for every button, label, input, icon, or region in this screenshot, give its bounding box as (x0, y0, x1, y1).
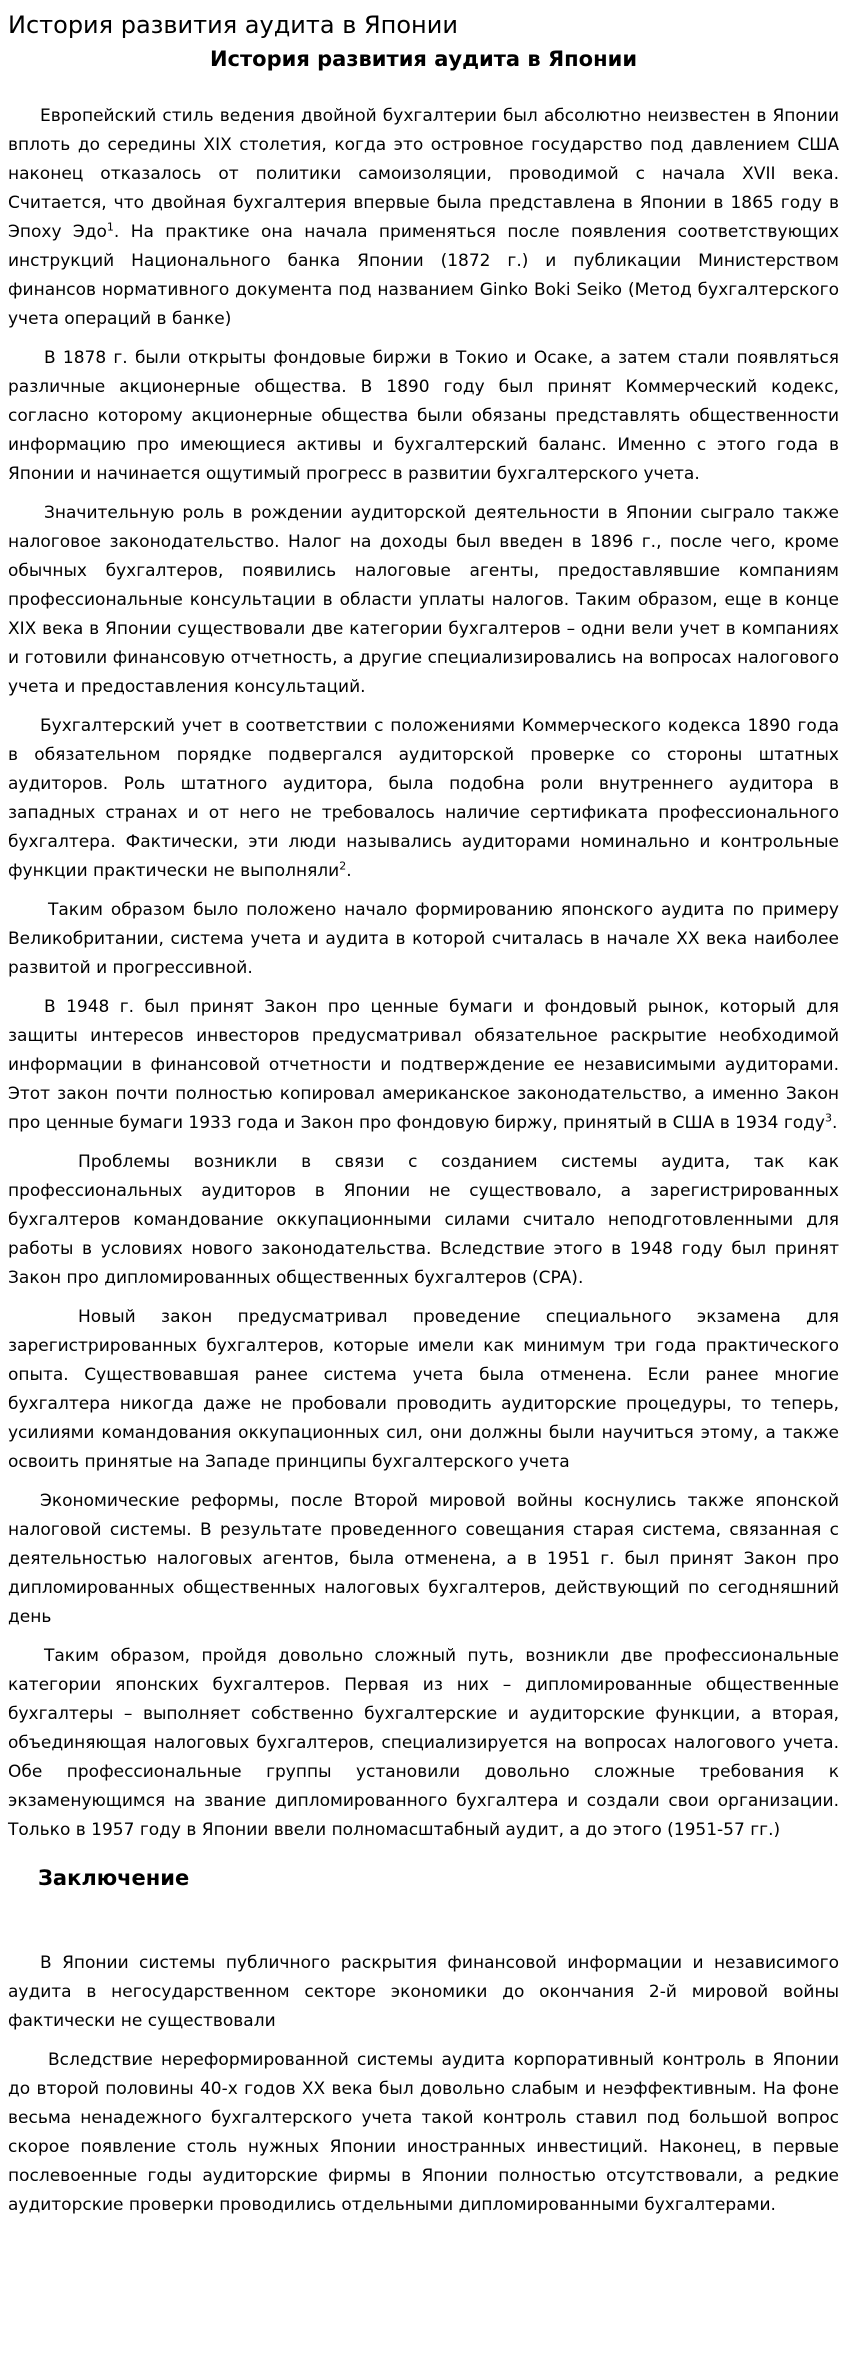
paragraph-9: Экономические реформы, после Второй мировой войны коснулись также японской налоговой системы. В результате проведенного совещания старая система, связанная с деятельностью налоговых агентов, была отменена, а в 1951 г. был принят Закон про дипломированных общественных налоговых бухгалтеров, действующий по сегодняшний день (8, 1491, 839, 1627)
paragraph-8: Новый закон предусматривал проведение специального экзамена для зарегистрированных бухгалтеров, которые имели как минимум три года практического опыта. Существовавшая ранее система учета была отменена. Если ранее многие бухгалтера никогда даже не пробовали проводить аудиторские процедуры, то теперь, усилиями командования оккупационных сил, они должны были научиться этому, а также освоить принятые на Западе принципы бухгалтерского учета (8, 1307, 839, 1472)
paragraph-7: Проблемы возникли в связи с созданием системы аудита, так как профессиональных аудиторов в Японии не существовало, а зарегистрированных бухгалтеров командование оккупационными силами считало неподготовленными для работы в условиях нового законодательства. Вследствие этого в 1948 году был принят Закон про дипломированных общественных бухгалтеров (CPA). (8, 1152, 839, 1288)
footnote-ref-2: 2 (339, 859, 347, 873)
footnote-ref-3: 3 (825, 1111, 832, 1125)
paragraph-6: В 1948 г. был принят Закон про ценные бумаги и фондовый рынок, который для защиты интересов инвесторов предусматривал обязательное раскрытие необходимой информации в финансовой отчетности и подтверждение ее независимыми аудиторами. Этот закон почти полностью копировал американское законодательство, а именно Закон про ценные бумаги 1933 года и Закон про фондовую биржу, принятый в США в 1934 году$^3$. (8, 997, 839, 1133)
paragraph-4: Бухгалтерский учет в соответствии с положениями Коммерческого кодекса 1890 года в обязательном порядке подвергался аудиторской проверке со стороны штатных аудиторов. Роль штатного аудитора, была подобна роли внутреннего аудитора в западных странах и от него не требовалось наличие сертификата профессионального бухгалтера. Фактически, эти люди назывались аудиторами номинально и контрольные функции практически не выполняли$^2$. (8, 716, 839, 881)
paragraph-1: Европейский стиль ведения двойной бухгалтерии был абсолютно неизвестен в Японии вплоть до середины XIX столетия, когда это островное государство под давлением США наконец отказалось от политики самоизоляции, проводимой с начала XVII века. Считается, что двойная бухгалтерия впервые была представлена в Японии в 1865 году в Эпоху Эдо$^1$. На практике она начала применяться после появления соответствующих инструкций Национального банка Японии (1872 г.) и публикации Министерством финансов нормативного документа под названием Ginko Boki Seiko (Метод бухгалтерского учета операций в банке) (8, 106, 839, 329)
conclusion-heading: Заключение (38, 1866, 190, 1890)
paragraph-10: Таким образом, пройдя довольно сложный путь, возникли две профессиональные категории японских бухгалтеров. Первая из них – дипломированные общественные бухгалтеры – выполняет собственно бухгалтерские и аудиторские функции, а вторая, объединяющая налоговых бухгалтеров, специализируется на вопросах налогового учета. Обе профессиональные группы установили довольно сложные требования к экзаменующимся на звание дипломированного бухгалтера и создали свои организации. Только в 1957 году в Японии ввели полномасштабный аудит, а до этого (1951-57 гг.) (8, 1646, 839, 1840)
footnote-ref-1: 1 (106, 220, 114, 234)
document-heading: История развития аудита в Японии (209, 47, 638, 71)
conclusion-paragraph-2: Вследствие нереформированной системы аудита корпоративный контроль в Японии до второй половины 40-х годов XX века был довольно слабым и неэффективным. На фоне весьма ненадежного бухгалтерского учета такой контроль ставил под большой вопрос скорое появление столь нужных Японии иностранных инвестиций. Наконец, в первые послевоенные годы аудиторские фирмы в Японии полностью отсутствовали, а редкие аудиторские проверки проводились отдельными дипломированными бухгалтерами. (8, 2050, 839, 2215)
paragraph-3: Значительную роль в рождении аудиторской деятельности в Японии сыграло также налоговое законодательство. Налог на доходы был введен в 1896 г., после чего, кроме обычных бухгалтеров, появились налоговые агенты, предоставлявшие компаниям профессиональные консультации в области уплаты налогов. Таким образом, еще в конце XIX века в Японии существовали две категории бухгалтеров – одни вели учет в компаниях и готовили финансовую отчетность, а другие специализировались на вопросах налогового учета и предоставления консультаций. (8, 503, 839, 697)
paragraph-2: В 1878 г. были открыты фондовые биржи в Токио и Осаке, а затем стали появляться различные акционерные общества. В 1890 году был принят Коммерческий кодекс, согласно которому акционерные общества были обязаны представлять общественности информацию про имеющиеся активы и бухгалтерский баланс. Именно с этого года в Японии и начинается ощутимый прогресс в развитии бухгалтерского учета. (8, 348, 839, 484)
conclusion-paragraph-1: В Японии системы публичного раскрытия финансовой информации и независимого аудита в негосударственном секторе экономики до окончания 2-й мировой войны фактически не существовали (8, 1953, 839, 2031)
paragraph-5: Таким образом было положено начало формированию японского аудита по примеру Великобритании, система учета и аудита в которой считалась в начале XX века наиболее развитой и прогрессивной. (8, 900, 839, 978)
page-title: История развития аудита в Японии (8, 11, 458, 39)
